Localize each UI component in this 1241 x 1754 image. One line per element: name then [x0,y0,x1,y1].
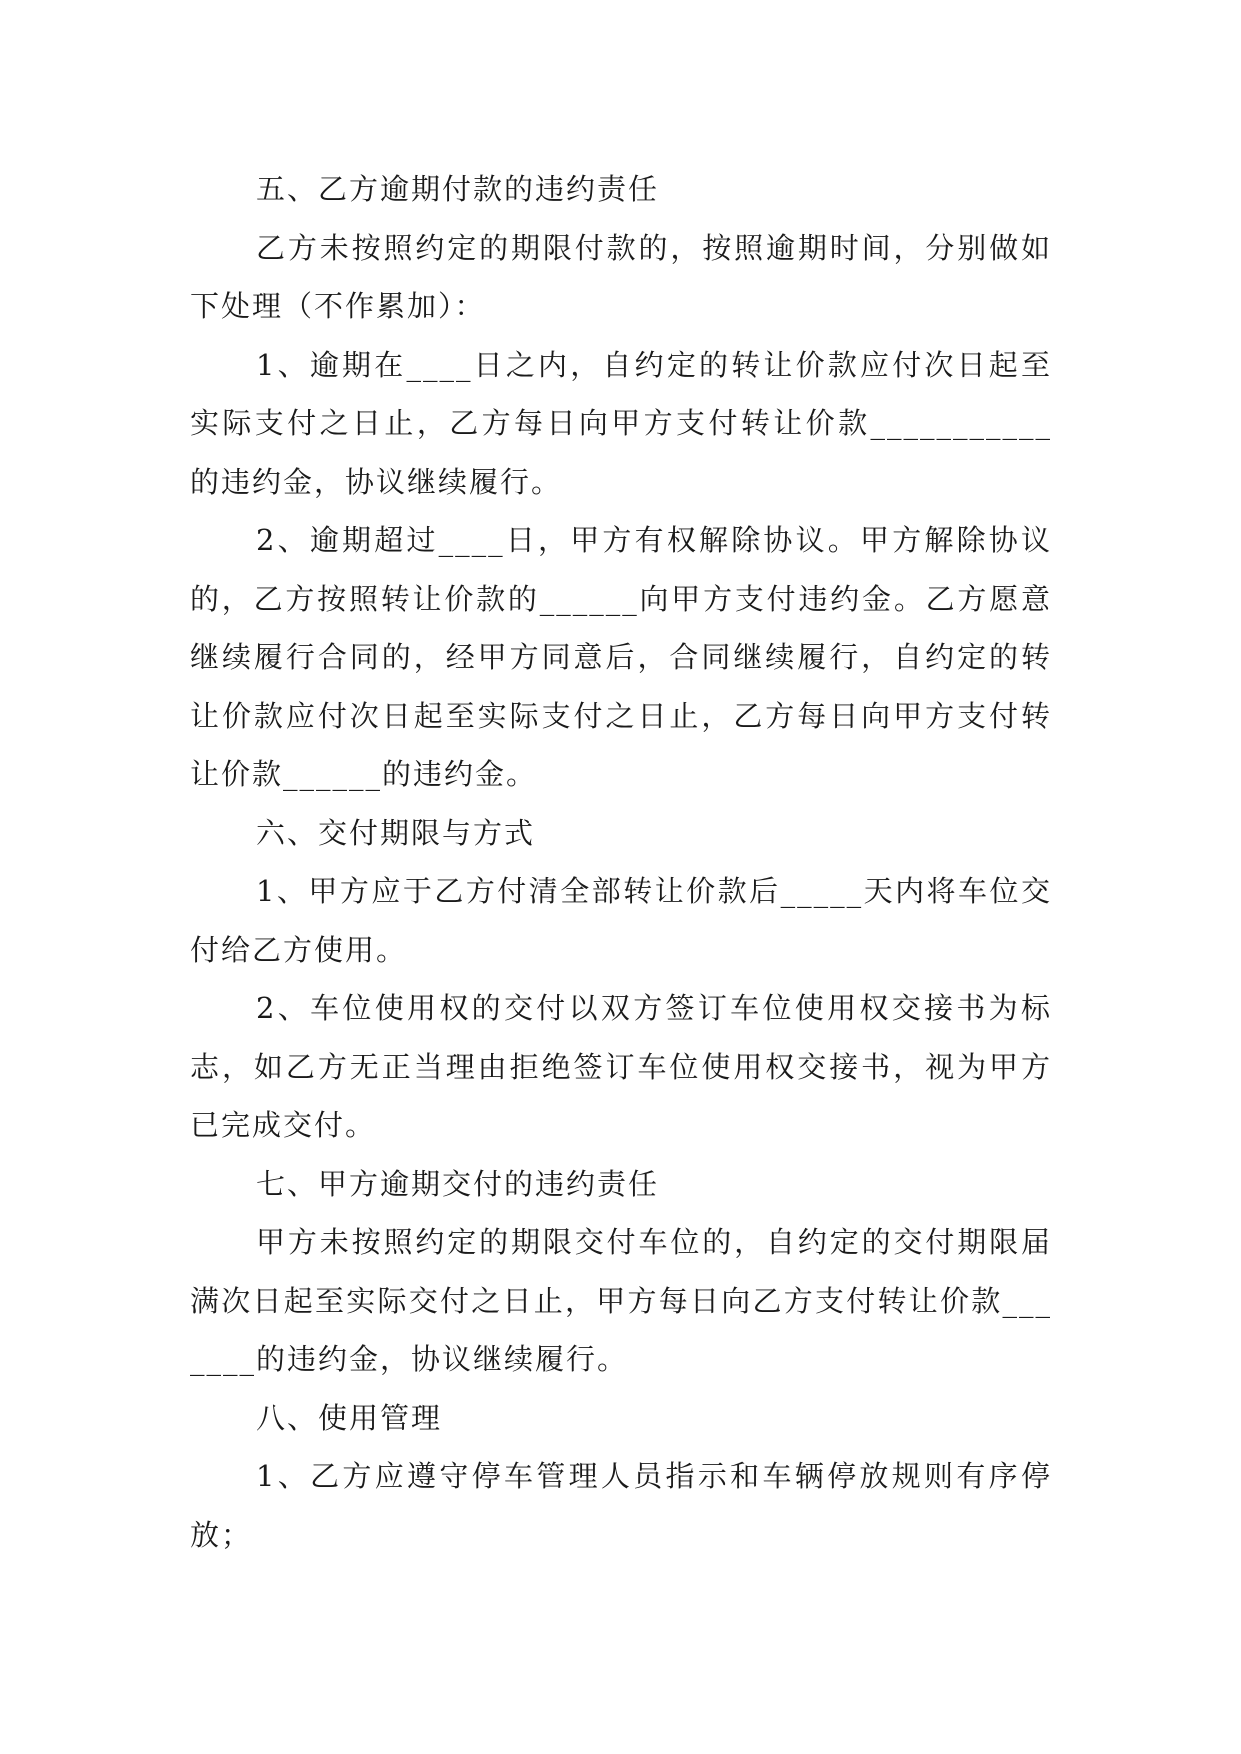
section-heading-breach-delivery: 七、甲方逾期交付的违约责任 [256,1166,660,1201]
paragraph-usage-clause-1: 1、乙方应遵守停车管理人员指示和车辆停放规则有序停放； [190,1459,1052,1552]
paragraph-delivery-clause-1: 1、甲方应于乙方付清全部转让价款后_____天内将车位交付给乙方使用。 [190,874,1052,967]
paragraph-late-payment-clause-2: 2、逾期超过____日，甲方有权解除协议。甲方解除协议的，乙方按照转让价款的______向甲方支付违约金。乙方愿意继续履行合同的，经甲方同意后，合同继续履行，自约定的转让价款应付次日起至实际支付之日止，乙方每日向甲方支付转让价款______的违约金。 [190,523,1052,791]
section-heading-delivery: 六、交付期限与方式 [256,815,536,850]
section-heading-usage: 八、使用管理 [256,1400,443,1435]
paragraph-late-payment-intro: 乙方未按照约定的期限付款的，按照逾期时间，分别做如下处理（不作累加）： [190,230,1052,323]
section-heading-breach-payment: 五、乙方逾期付款的违约责任 [256,172,660,206]
paragraph-delivery-clause-2: 2、车位使用权的交付以双方签订车位使用权交接书为标志，如乙方无正当理由拒绝签订车位使用权交接书，视为甲方已完成交付。 [190,991,1052,1142]
paragraph-late-delivery: 甲方未按照约定的期限交付车位的，自约定的交付期限届满次日起至实际交付之日止，甲方每日向乙方支付转让价款_______的违约金，协议继续履行。 [190,1225,1052,1376]
document-body [190,160,1052,1564]
paragraph-late-payment-clause-1: 1、逾期在____日之内，自约定的转让价款应付次日起至实际支付之日止，乙方每日向甲方支付转让价款___________的违约金，协议继续履行。 [190,347,1052,499]
